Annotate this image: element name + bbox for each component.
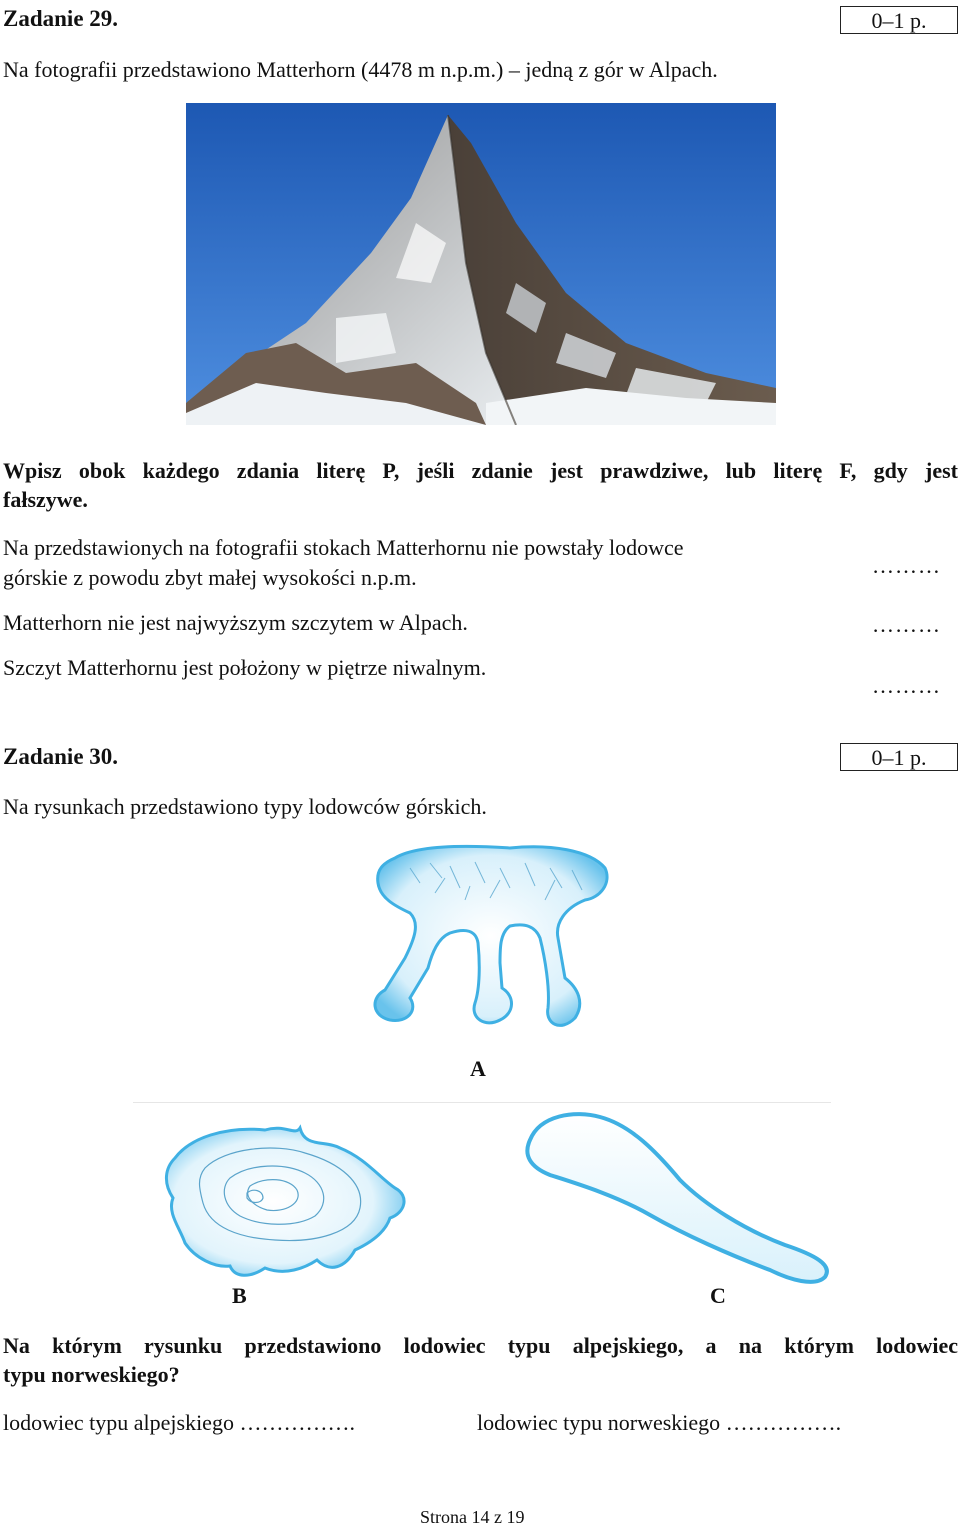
- glacier-drawing-a: [350, 838, 635, 1053]
- answer-alpine-field[interactable]: lodowiec typu alpejskiego …………….: [3, 1410, 355, 1435]
- statement-2: Matterhorn nie jest najwyższym szczytem w Alpach.: [3, 610, 468, 635]
- statement-3-answer-field[interactable]: ………: [872, 673, 941, 698]
- glacier-label-b: B: [232, 1283, 247, 1308]
- statement-1-line1: Na przedstawionych na fotografii stokach Matterhornu nie powstały lodowce: [3, 535, 684, 560]
- glacier-b-illustration: [155, 1118, 415, 1283]
- task-29-title: Zadanie 29.: [3, 6, 119, 31]
- task-29-instruction-line1: Wpisz obok każdego zdania literę P, jeśli zdanie jest prawdziwe, lub literę F, gdy jest: [3, 458, 958, 483]
- answer-norwegian-field[interactable]: lodowiec typu norweskiego …………….: [477, 1410, 842, 1435]
- matterhorn-illustration: [186, 103, 776, 425]
- statement-3: Szczyt Matterhornu jest położony w piętrze niwalnym.: [3, 655, 487, 680]
- task-30-title: Zadanie 30.: [3, 744, 119, 769]
- glacier-label-a: A: [470, 1056, 486, 1081]
- glacier-drawing-c: [515, 1105, 833, 1285]
- task-29-instruction-line2: fałszywe.: [3, 487, 88, 512]
- statement-1-answer-field[interactable]: ………: [872, 553, 941, 578]
- task-30-question-line2: typu norweskiego?: [3, 1362, 180, 1387]
- task-29-intro: Na fotografii przedstawiono Matterhorn (4478 m n.p.m.) – jedną z gór w Alpach.: [3, 57, 718, 82]
- statement-2-answer-field[interactable]: ………: [872, 612, 941, 637]
- task-29-points-box: 0–1 p.: [840, 6, 958, 34]
- glacier-c-illustration: [515, 1105, 833, 1285]
- glacier-a-illustration: [350, 838, 635, 1053]
- task-30-question-line1: Na którym rysunku przedstawiono lodowiec typu alpejskiego, a na którym lodowiec: [3, 1333, 958, 1358]
- glacier-label-c: C: [710, 1283, 726, 1308]
- glacier-drawing-b: [155, 1118, 415, 1283]
- matterhorn-photo: [186, 103, 776, 425]
- statement-1-line2: górskie z powodu zbyt małej wysokości n.p.m.: [3, 565, 417, 590]
- figure-divider: [133, 1102, 831, 1103]
- task-30-intro: Na rysunkach przedstawiono typy lodowców górskich.: [3, 794, 487, 819]
- task-30-points-box: 0–1 p.: [840, 743, 958, 771]
- page-number: Strona 14 z 19: [420, 1507, 525, 1527]
